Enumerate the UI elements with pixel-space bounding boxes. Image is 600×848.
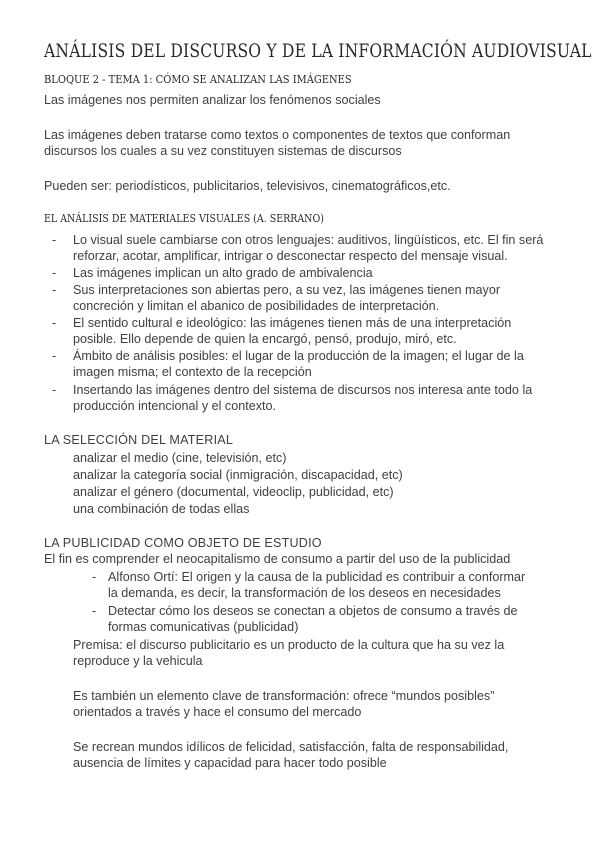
page-subtitle: BLOQUE 2 - TEMA 1: CÓMO SE ANALIZAN LAS IMÁGENES — [44, 72, 352, 86]
bullet-dash: - — [52, 383, 57, 397]
seleccion-heading: LA SELECCIÓN DEL MATERIAL — [44, 433, 234, 447]
analisis-bullet-5-line-2: imagen misma; el contexto de la recepción — [73, 365, 312, 379]
analisis-bullet-2-line-1: Las imágenes implican un alto grado de ambivalencia — [73, 266, 373, 280]
bullet-dash: - — [52, 266, 57, 280]
bullet-dash: - — [52, 233, 57, 247]
page-title: ANÁLISIS DEL DISCURSO Y DE LA INFORMACIÓN AUDIOVISUAL — [44, 40, 592, 62]
publicidad-heading: LA PUBLICIDAD COMO OBJETO DE ESTUDIO — [44, 536, 322, 550]
intro-paragraph-1: Las imágenes nos permiten analizar los fenómenos sociales — [44, 93, 381, 107]
analisis-bullet-1-line-1: Lo visual suele cambiarse con otros lenguajes: auditivos, lingüísticos, etc. El fin será — [73, 233, 544, 247]
clave-line-2: orientados a través y hace el consumo del mercado — [73, 705, 362, 719]
analisis-bullet-5-line-1: Ámbito de análisis posibles: el lugar de la producción de la imagen; el lugar de la — [73, 349, 524, 363]
analisis-bullet-6-line-1: Insertando las imágenes dentro del sistema de discursos nos interesa ante todo la — [73, 383, 533, 397]
bullet-dash: - — [52, 316, 57, 330]
bullet-dash: - — [52, 349, 57, 363]
publicidad-bullet-1-line-2: la demanda, es decir, la transformación de los deseos en necesidades — [108, 586, 501, 600]
intro-paragraph-3: Pueden ser: periodísticos, publicitarios, televisivos, cinematográficos,etc. — [44, 179, 451, 193]
clave-line-1: Es también un elemento clave de transformación: ofrece “mundos posibles” — [73, 689, 495, 703]
bullet-dash: - — [92, 604, 97, 618]
analisis-bullet-6-line-2: producción intencional y el contexto. — [73, 399, 277, 413]
seleccion-item-2: analizar la categoría social (inmigración, discapacidad, etc) — [73, 468, 403, 482]
seleccion-item-4: una combinación de todas ellas — [73, 502, 250, 516]
intro-paragraph-2-line-2: discursos los cuales a su vez constituyen sistemas de discursos — [44, 144, 402, 158]
idilicos-line-2: ausencia de límites y capacidad para hacer todo posible — [73, 756, 387, 770]
premisa-line-2: reproduce y la vehicula — [73, 654, 203, 668]
seleccion-item-1: analizar el medio (cine, televisión, etc) — [73, 451, 287, 465]
analisis-heading: EL ANÁLISIS DE MATERIALES VISUALES (A. SERRANO) — [44, 212, 324, 225]
analisis-bullet-4-line-1: El sentido cultural e ideológico: las imágenes tienen más de una interpretación — [73, 316, 512, 330]
bullet-dash: - — [52, 283, 57, 297]
idilicos-line-1: Se recrean mundos idílicos de felicidad, satisfacción, falta de responsabilidad, — [73, 740, 509, 754]
seleccion-item-3: analizar el género (documental, videoclip, publicidad, etc) — [73, 485, 394, 499]
analisis-bullet-3-line-2: concreción y limitan el abanico de posibilidades de interpretación. — [73, 299, 440, 313]
publicidad-bullet-2-line-2: formas comunicativas (publicidad) — [108, 620, 299, 634]
publicidad-bullet-1-line-1: Alfonso Ortí: El origen y la causa de la publicidad es contribuir a conformar — [108, 570, 526, 584]
publicidad-intro: El fin es comprender el neocapitalismo de consumo a partir del uso de la publicidad — [44, 552, 511, 566]
analisis-bullet-3-line-1: Sus interpretaciones son abiertas pero, a su vez, las imágenes tienen mayor — [73, 283, 501, 297]
premisa-line-1: Premisa: el discurso publicitario es un producto de la cultura que ha su vez la — [73, 638, 505, 652]
publicidad-bullet-2-line-1: Detectar cómo los deseos se conectan a objetos de consumo a través de — [108, 604, 518, 618]
intro-paragraph-2-line-1: Las imágenes deben tratarse como textos o componentes de textos que conforman — [44, 128, 511, 142]
analisis-bullet-1-line-2: reforzar, acotar, amplificar, intrigar o desconectar respecto del mensaje visual. — [73, 249, 508, 263]
bullet-dash: - — [92, 570, 97, 584]
analisis-bullet-4-line-2: posible. Ello depende de quien la encargó, pensó, produjo, miró, etc. — [73, 332, 457, 346]
